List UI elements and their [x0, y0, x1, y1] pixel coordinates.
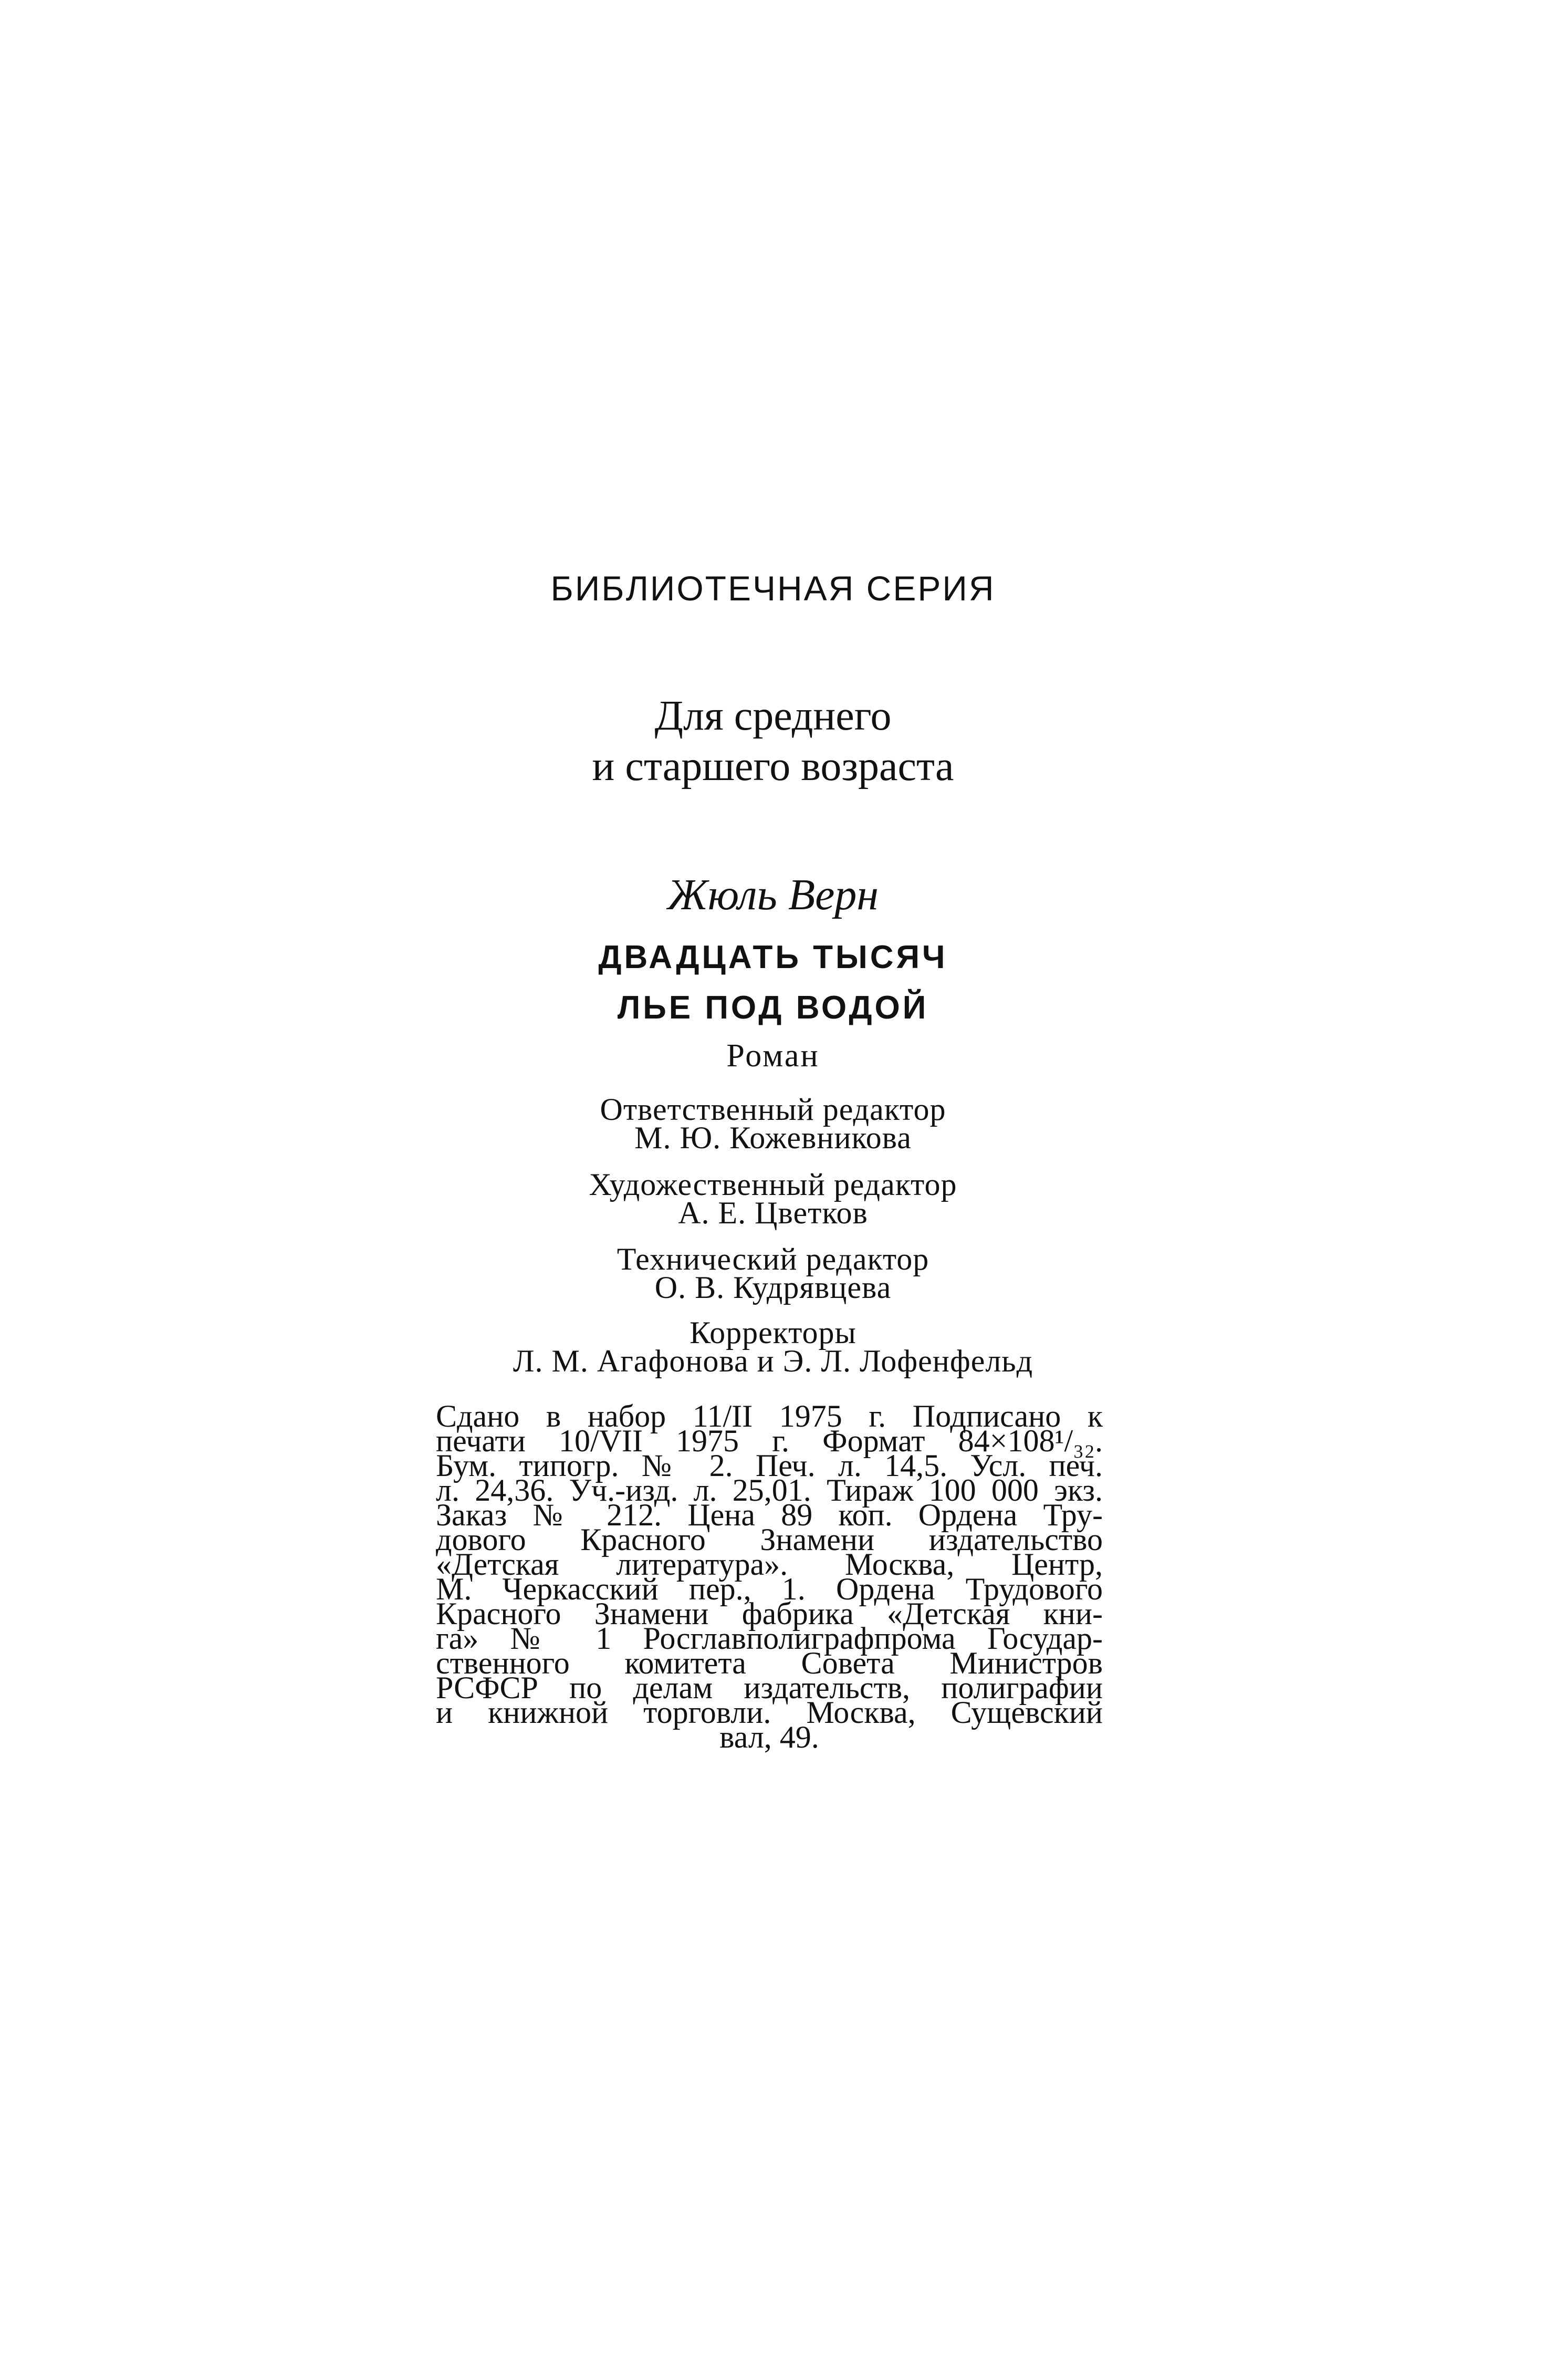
- book-title: [0, 932, 1546, 1033]
- imprint-line: га» № 1 Росглавполиграфпрома Государ-: [436, 1621, 1103, 1656]
- title-line: ЛЬЕ ПОД ВОДОЙ: [617, 990, 929, 1026]
- credit-proofreaders: [0, 1315, 1546, 1378]
- imprint-line: М. Черкасский пер., 1. Ордена Трудового: [436, 1572, 1103, 1606]
- audience-label: [0, 691, 1546, 792]
- imprint-line: «Детская литература». Москва, Центр,: [436, 1547, 1103, 1582]
- credit-name: О. В. Кудрявцева: [654, 1270, 892, 1305]
- audience-line: и старшего возраста: [592, 743, 954, 789]
- imprint-line: печати 10/VII 1975 г. Формат 84×108¹/₃₂.: [436, 1423, 1103, 1458]
- credit-role: Ответственный редактор: [600, 1092, 946, 1127]
- imprint-line: Бум. типогр. № 2. Печ. л. 14,5. Усл. печ.: [436, 1448, 1103, 1483]
- audience-line: Для среднего: [654, 693, 892, 739]
- credit-responsible-editor: [0, 1092, 1546, 1155]
- imprint-line: и книжной торговли. Москва, Сущевский: [436, 1695, 1103, 1730]
- credit-name: Л. М. Агафонова и Э. Л. Лофенфельд: [513, 1344, 1033, 1378]
- imprint-block: [436, 1399, 1103, 1754]
- title-line: ДВАДЦАТЬ ТЫСЯЧ: [598, 939, 948, 975]
- author-name: Жюль Верн: [667, 870, 879, 919]
- genre-label: Роман: [726, 1038, 820, 1074]
- imprint-line: л. 24,36. Уч.-изд. л. 25,01. Тираж 100 000 экз.: [436, 1473, 1103, 1508]
- imprint-line: вал, 49.: [719, 1720, 819, 1754]
- credit-role: Корректоры: [690, 1315, 856, 1350]
- credit-art-editor: [0, 1167, 1546, 1230]
- imprint-line: Сдано в набор 11/II 1975 г. Подписано к: [436, 1399, 1103, 1433]
- imprint-line: ственного комитета Совета Министров: [436, 1646, 1103, 1680]
- credit-name: М. Ю. Кожевникова: [634, 1120, 912, 1155]
- credit-role: Технический редактор: [617, 1242, 929, 1276]
- imprint-line: РСФСР по делам издательств, полиграфии: [436, 1670, 1103, 1705]
- imprint-line: Красного Знамени фабрика «Детская кни-: [436, 1596, 1103, 1631]
- imprint-line: дового Красного Знамени издательство: [436, 1522, 1103, 1557]
- credit-role: Художественный редактор: [589, 1167, 957, 1202]
- imprint-line: Заказ № 212. Цена 89 коп. Ордена Тру-: [436, 1498, 1103, 1532]
- series-label: БИБЛИОТЕЧНАЯ СЕРИЯ: [550, 569, 996, 608]
- credit-name: А. Е. Цветков: [678, 1196, 868, 1230]
- credit-technical-editor: [0, 1242, 1546, 1305]
